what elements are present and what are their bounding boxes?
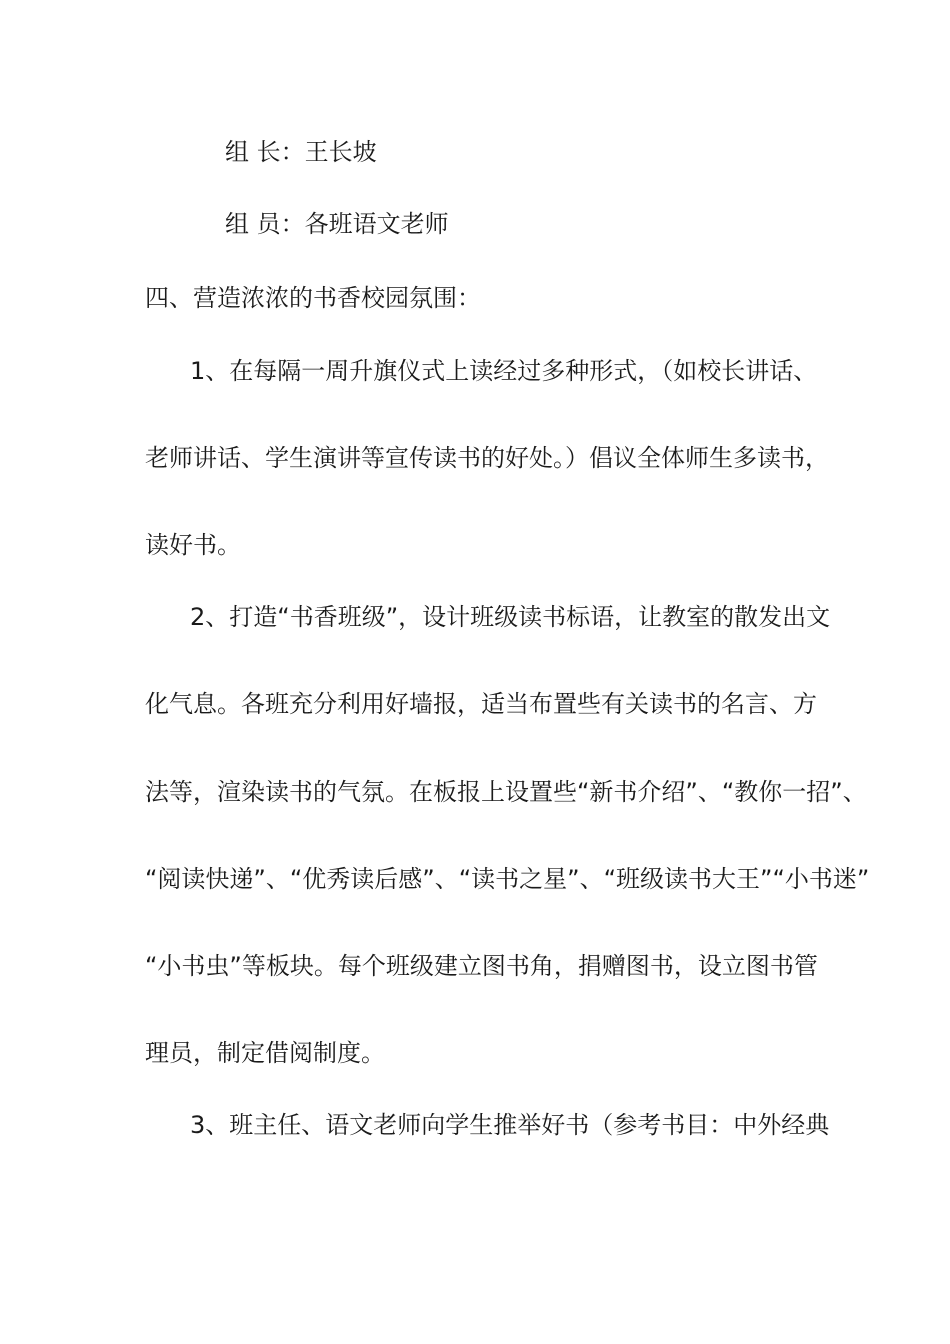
section-heading: 四、营造浓浓的书香校园氛围： (145, 284, 481, 312)
item2-line4: “阅读快递”、“优秀读后感”、“读书之星”、“班级读书大王”“小书迷” (145, 865, 870, 893)
item2-line5: “小书虫”等板块。每个班级建立图书角，捐赠图书，设立图书管 (145, 952, 818, 980)
item1-line1: 1、在每隔一周升旗仪式上读经过多种形式，（如校长讲话、 (190, 357, 818, 385)
item2-line6: 理员，制定借阅制度。 (145, 1039, 385, 1067)
item2-line3: 法等，渲染读书的气氛。在板报上设置些“新书介绍”、“教你一招”、 (145, 778, 867, 806)
item2-line2: 化气息。各班充分利用好墙报，适当布置些有关读书的名言、方 (145, 690, 817, 718)
item3-line1: 3、班主任、语文老师向学生推举好书（参考书目：中外经典 (190, 1111, 830, 1139)
item2-line1: 2、打造“书香班级”，设计班级读书标语，让教室的散发出文 (190, 603, 831, 631)
group-members-line: 组 员：各班语文老师 (225, 210, 449, 238)
group-leader-line: 组 长：王长坡 (225, 138, 377, 166)
item1-line2: 老师讲话、学生演讲等宣传读书的好处。）倡议全体师生多读书， (145, 444, 829, 472)
item1-line3: 读好书。 (145, 531, 241, 559)
